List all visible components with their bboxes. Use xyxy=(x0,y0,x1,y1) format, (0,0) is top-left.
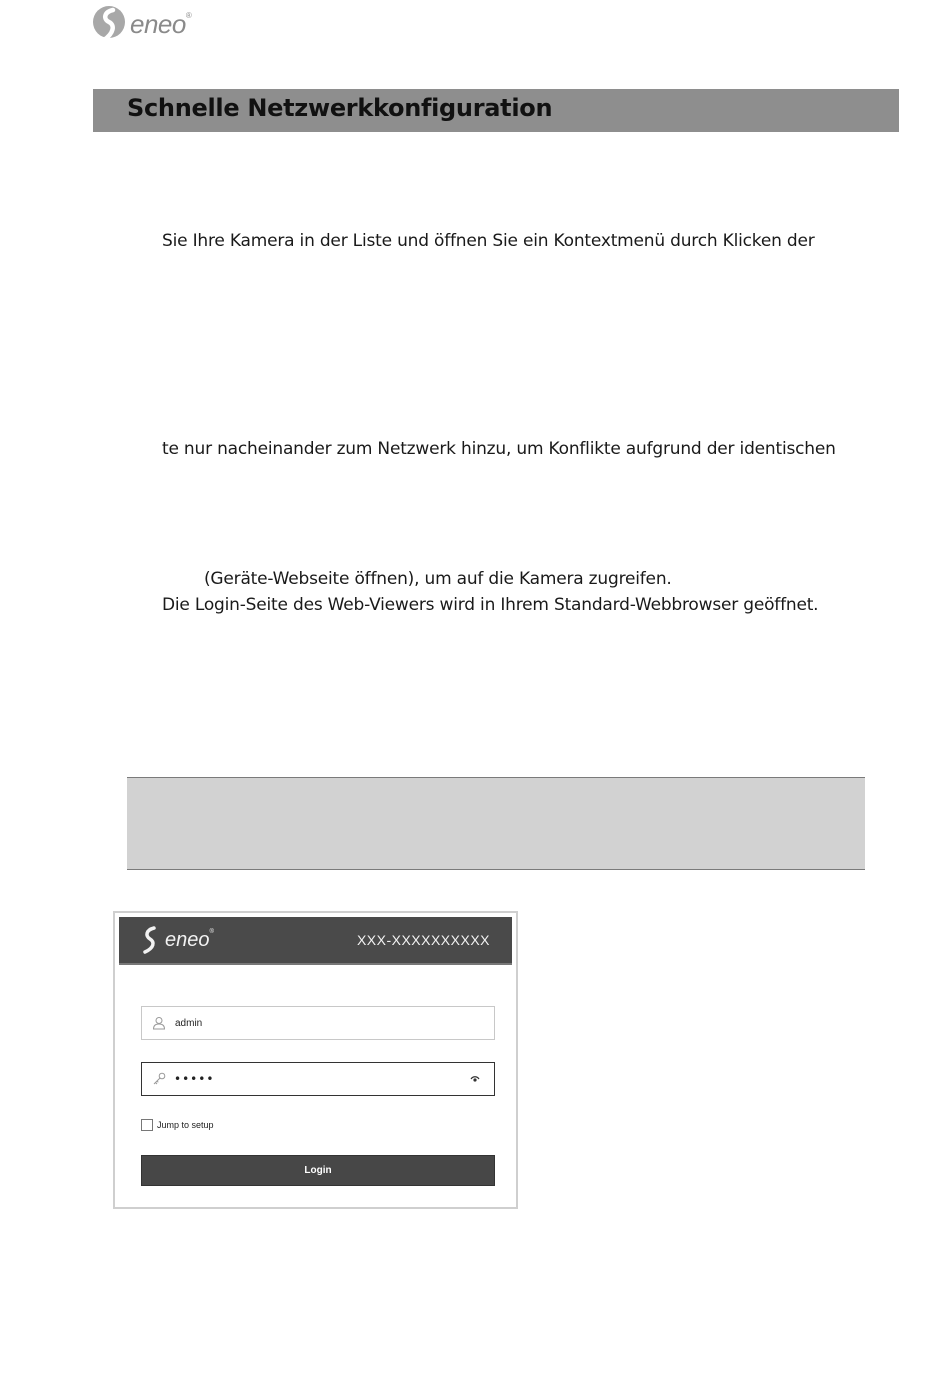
password-field[interactable] xyxy=(141,1062,495,1096)
eneo-swirl-icon xyxy=(92,4,126,44)
jump-to-setup-row[interactable] xyxy=(141,1119,214,1131)
login-screenshot xyxy=(113,911,518,1209)
user-icon xyxy=(152,1016,166,1030)
login-button[interactable]: Login xyxy=(141,1155,495,1186)
model-name: XXX-XXXXXXXXXX xyxy=(356,932,490,948)
registered-mark: ® xyxy=(185,10,192,20)
login-logo-wordmark: eneo xyxy=(165,928,210,951)
paragraph-login-page: Die Login-Seite des Web-Viewers wird in Ihrem Standard-Webbrowser geöffnet. xyxy=(162,595,819,615)
login-logo xyxy=(139,925,214,955)
login-panel xyxy=(119,917,512,1203)
login-registered-mark: ® xyxy=(209,928,214,935)
jump-to-setup-checkbox[interactable] xyxy=(141,1119,153,1131)
jump-to-setup-label: Jump to setup xyxy=(157,1120,214,1130)
show-password-icon[interactable] xyxy=(470,1075,480,1083)
section-header xyxy=(93,89,899,132)
eneo-logo xyxy=(92,4,191,44)
key-icon xyxy=(152,1072,166,1086)
username-field[interactable] xyxy=(141,1006,495,1040)
eneo-swirl-icon xyxy=(139,925,161,955)
paragraph-select-camera: Sie Ihre Kamera in der Liste und öffnen Sie ein Kontextmenü durch Klicken der xyxy=(162,231,815,251)
password-value: ••••• xyxy=(174,1072,215,1086)
section-title: Schnelle Netzwerkkonfiguration xyxy=(127,94,553,122)
login-header xyxy=(119,917,512,965)
paragraph-add-cameras: te nur nacheinander zum Netzwerk hinzu, um Konflikte aufgrund der identischen xyxy=(162,439,836,459)
paragraph-open-webpage: (Geräte-Webseite öffnen), um auf die Kamera zugreifen. xyxy=(204,569,672,589)
note-box xyxy=(127,777,865,870)
logo-wordmark: eneo xyxy=(130,8,186,39)
username-value: admin xyxy=(175,1017,203,1029)
